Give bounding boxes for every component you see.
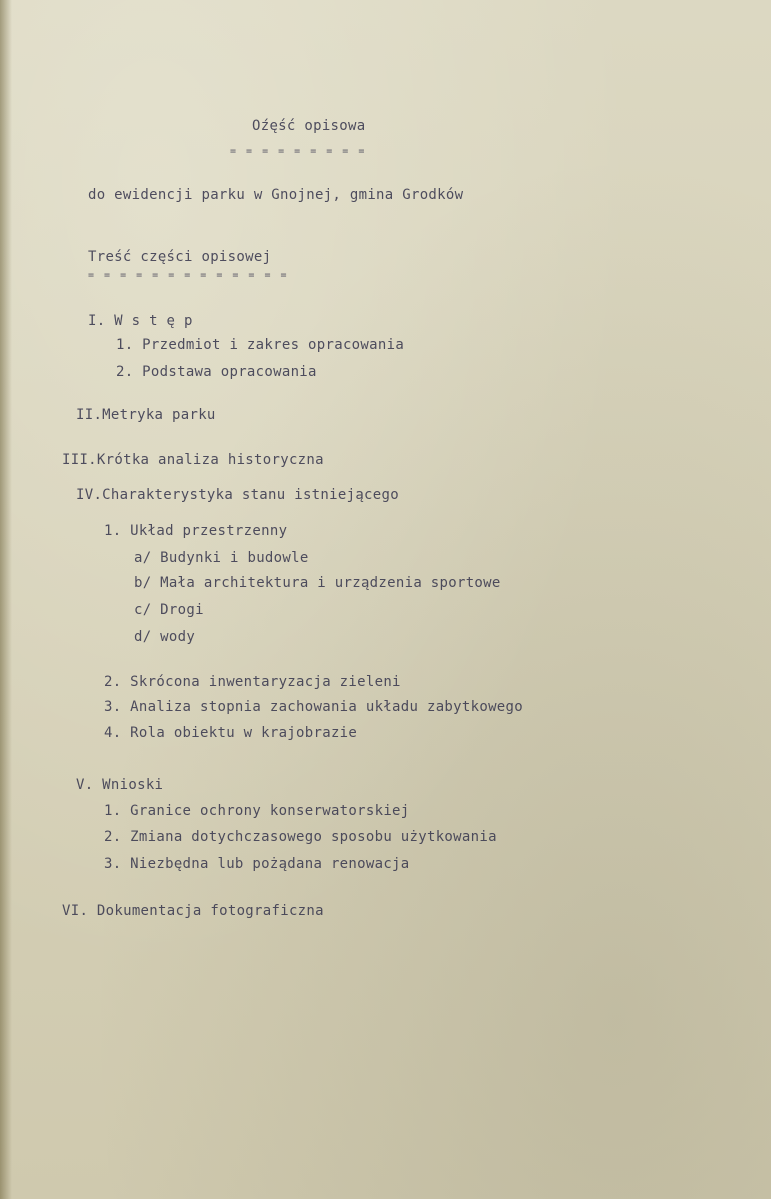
toc-item: 1. Przedmiot i zakres opracowania — [116, 337, 405, 353]
toc-subitem: a/ Budynki i budowle — [134, 550, 309, 566]
toc-subitem: c/ Drogi — [134, 602, 204, 618]
toc-item: 2. Skrócona inwentaryzacja zieleni — [104, 674, 401, 690]
toc-section: V. Wnioski — [76, 777, 164, 793]
toc-item: 2. Podstawa opracowania — [116, 364, 317, 380]
contents-underline: = = = = = = = = = = = = = — [88, 270, 289, 281]
toc-section: IV.Charakterystyka stanu istniejącego — [76, 487, 399, 503]
toc-subitem: d/ wody — [134, 629, 196, 645]
toc-item: 2. Zmiana dotychczasowego sposobu użytkowania — [104, 829, 497, 845]
toc-item: 4. Rola obiektu w krajobrazie — [104, 725, 358, 741]
toc-item: 1. Granice ochrony konserwatorskiej — [104, 803, 410, 819]
toc-subitem: b/ Mała architektura i urządzenia sportowe — [134, 575, 501, 591]
document-subtitle: do ewidencji parku w Gnojnej, gmina Grodków — [88, 187, 464, 203]
toc-item: 3. Analiza stopnia zachowania układu zabytkowego — [104, 699, 523, 715]
document-title: Oźęść opisowa — [252, 118, 366, 134]
toc-section: I. W s t ę p — [88, 313, 193, 329]
toc-item: 3. Niezbędna lub pożądana renowacja — [104, 856, 410, 872]
toc-item: 1. Układ przestrzenny — [104, 523, 288, 539]
contents-heading: Treść części opisowej — [88, 249, 272, 265]
toc-section: VI. Dokumentacja fotograficzna — [62, 903, 324, 919]
toc-section: III.Krótka analiza historyczna — [62, 452, 324, 468]
toc-section: II.Metryka parku — [76, 407, 216, 423]
page-edge-shadow — [0, 0, 12, 1199]
title-underline: = = = = = = = = = — [230, 146, 367, 157]
